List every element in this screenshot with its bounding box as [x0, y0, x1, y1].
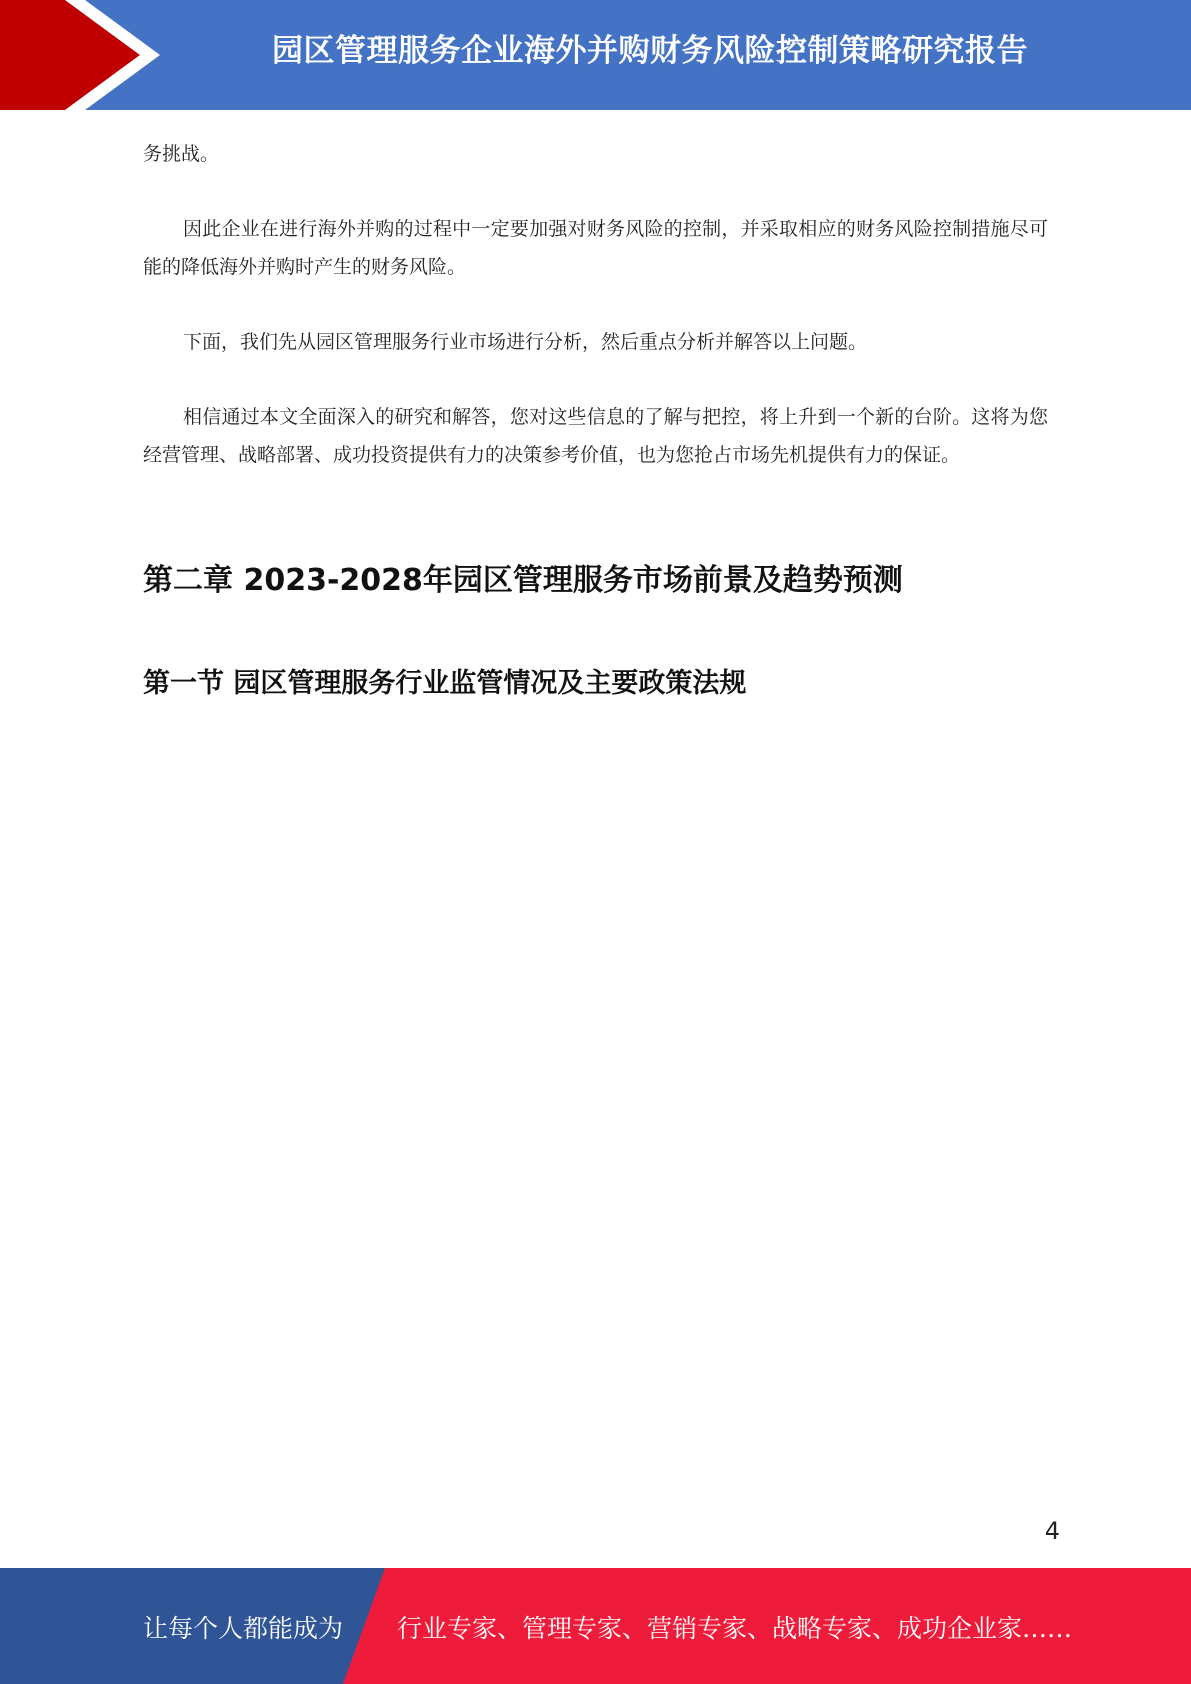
body-content — [143, 135, 1048, 474]
chapter-title: 第二章 2023-2028年园区管理服务市场前景及趋势预测 — [143, 563, 903, 598]
paragraph: 务挑战。 — [143, 143, 220, 165]
paragraph: 因此企业在进行海外并购的过程中一定要加强对财务风险的控制，并采取相应的财务风险控制措施尽可能的降低海外并购时产生的财务风险。 — [143, 218, 1048, 278]
page-number: 4 — [1044, 1517, 1060, 1545]
paragraph: 相信通过本文全面深入的研究和解答，您对这些信息的了解与把控，将上升到一个新的台阶。这将为您经营管理、战略部署、成功投资提供有力的决策参考价值，也为您抢占市场先机提供有力的保证。 — [143, 406, 1048, 466]
page-footer — [0, 1568, 1191, 1684]
report-title: 园区管理服务企业海外并购财务风险控制策略研究报告 — [272, 33, 1028, 69]
footer-slogan-left: 让每个人都能成为 — [143, 1614, 344, 1643]
red-chevron-decoration — [0, 0, 160, 110]
paragraph: 下面，我们先从园区管理服务行业市场进行分析，然后重点分析并解答以上问题。 — [183, 331, 868, 353]
section-title: 第一节 园区管理服务行业监管情况及主要政策法规 — [143, 668, 747, 699]
footer-slogan-right: 行业专家、管理专家、营销专家、战略专家、成功企业家…… — [397, 1614, 1073, 1643]
page-header — [0, 0, 1191, 110]
